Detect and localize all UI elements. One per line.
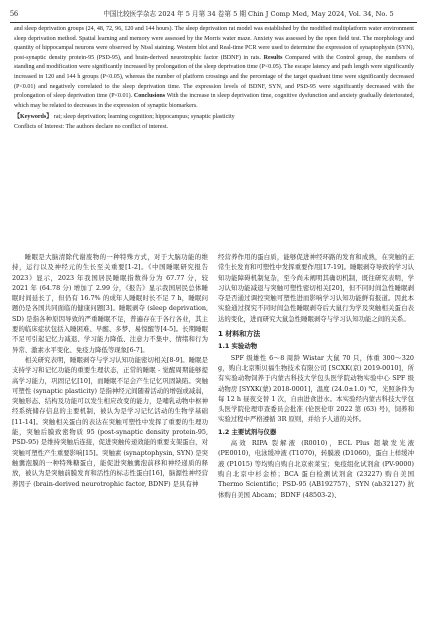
results-label: Results bbox=[263, 54, 283, 61]
abstract-results: Compared with the Control group, the numbers of standing and modification were significantly increased by prolongation of the sleep deprivation time (P<0.05). The escape latency and path length were significantly increased in 120 and 144 h groups (P<0.05), whereas the number of platform crossings and the percentage of the target quadrant time were significantly decreased (P<0.01) and negatively correlated to the sleep deprivation time. The expression levels of BDNF, SYN, and PSD-95 were significantly decreased with the prolongation of sleep deprivation time (P<0.01). bbox=[14, 54, 414, 100]
abstract-conclusions: With the increase in sleep deprivation time, cognitive dysfunction and anxiety gradually deteriorated, which may be related to decreases in the expression of synaptic biomarkers. bbox=[14, 93, 415, 109]
subsection-heading-reagents: 1.2 主要试剂与仪器 bbox=[218, 427, 277, 436]
english-abstract bbox=[14, 25, 414, 133]
abstract-methods: and sleep deprivation groups (24, 48, 72, 96, 120 and 144 hours). The sleep deprivation rat model was established by the modified multiplatform water environment sleep deprivation method. Spatial learning and memory were assessed by the Morris water maze. Anxiety was assessed by the open field test. The morphology and quantity of hippocampal neurons were observed by Nissl staining. Western blot and Real-time PCR were used to determine the expression of synaptophysin (SYN), post-synaptic density protein-95 (PSD-95), and brain-derived neurotrophic factor (BDNF) in rats. bbox=[14, 26, 414, 61]
left-column bbox=[12, 252, 208, 489]
running-header bbox=[10, 8, 417, 20]
journal-citation: 中国比较医学杂志 2024 年 5 月第 34 卷第 5 期 Chin J Comp Med, May 2024, Vol. 34, No. 5 bbox=[103, 10, 394, 18]
keywords: rat; sleep deprivation; learning cognition; hippocampus; synaptic plasticity bbox=[53, 114, 235, 121]
animals-paragraph: SPF 级雄性 6～8 周龄 Wistar 大鼠 70 只，体重 300～320 g，购自北京斯贝福生物技术有限公司 [SCXK(京) 2019-0010]，所有实验动物饲养于内蒙古科技大学包头医学院动物实验中心 SPF 级动物房 [SYXK(蒙) 2018-0001]，温度 (24.0±1.0) ℃，光照条件为每 12 h 昼夜交替 1 次，自由进食进水。本实验经内蒙古科技大学包头医学院伦理审查委员会批准 (伦医伦审 2022 第 (63) 号)，饲养和实验过程中严格遵循 3R 原则，并给予人道的关怀。 bbox=[218, 353, 414, 424]
subsection-heading-animals: 1.1 实验动物 bbox=[218, 342, 258, 351]
header-rule bbox=[10, 22, 417, 23]
right-column bbox=[218, 252, 414, 500]
conclusions-label: Conclusions bbox=[133, 93, 166, 100]
intro-paragraph-2: 相关研究表明，睡眠剥夺与学习认知功能密切相关[8-9]。睡眠是支持学习和记忆功能的重要生理状态，正常的睡眠 - 觉醒周期能够提高学习能力，巩固记忆[10]，而睡眠不足会产生记忆巩固缺陷。突触可塑性 (synaptic plasticity) 是指神经元间随着活动的增强或减弱，突触形态、结构及功能可以发生相应改变的能力，是哺乳动物中枢神经系统储存信息的主要机制，被认为是学习记忆活动的生物学基础[11-14]。突触相关蛋白的表达在突触可塑性中发挥了重要的生理功能，突触后膜致密物质 95 (post-synaptic density protein-95, PSD-95) 是维持突触后连接，促进突触传递效能的重要支架蛋白，对突触可塑性产生重要影响[15]。突触素 (synaptophysin, SYN) 是突触囊泡膜的一种特殊糖蛋白，能促进突触囊泡前移和神经递质的释放，被认为是突触前膜发育和活性的标志性蛋白[16]，脑源性神经营养因子 (brain-derived neurotrophic factor, BDNF) 是具有神 bbox=[12, 355, 208, 488]
keywords-label: 【Keywords】 bbox=[14, 114, 53, 121]
intro-paragraph-2-cont: 经营养作用的蛋白质，能够促进神经环路的发育和成熟，在突触的正常生长发育和可塑性中发挥重要作用[17-19]。睡眠剥夺导致的学习认知功能障碍机制复杂，至今尚未阐明其确切机制，既往研究表明，学习认知功能减退与突触可塑性密切相关[20]，但不同时间急性睡眠剥夺是否通过调控突触可塑性进而影响学习认知功能鲜有报道。因此本实验通过探究不同时间急性睡眠剥夺后大鼠行为学及突触相关蛋白表达的变化，进而研究大鼠急性睡眠剥夺与学习认知功能之间的关系。 bbox=[218, 253, 414, 323]
conflicts-statement: Conflicts of Interest: The authors declare no conflict of interest. bbox=[14, 123, 169, 130]
section-heading-methods: 1 材料和方法 bbox=[218, 330, 261, 339]
page-number: 56 bbox=[10, 9, 18, 18]
reagents-paragraph: 高效 RIPA 裂解液 (R0010)，ECL Plus 超敏发光液 (PE0010)，电泳缓冲液 (T1070)，转膜液 (D1060)，蛋白上样缓冲液 (P1015) 等均购自购自北京索莱宝；免疫组化试剂盒 (PV-9000) 购自北京中杉金桥；BCA 蛋白检测试剂盒 (23227) 购自美国 Thermo Scientific；PSD-95 (AB192757)、SYN (ab32127) 抗体购自美国 Abcam；BDNF (48503-2)、 bbox=[218, 439, 414, 499]
intro-paragraph-1: 睡眠是大脑清除代谢废物的一种特殊方式，对于大脑功能的维持，运行以及神经元的生长至关重要[1-2]。《中国睡眠研究报告 2023》显示，2023 年我国居民睡眠指数得分为 67.77 分，较 2021 年 (64.78 分) 增加了 2.99 分，《报告》显示我国居民总体睡眠时间延长了，但仍有 16.7% 的成年人睡眠时长不足 7 h，睡眠问题仍是各国共同面临的健康问题[3]。睡眠剥夺 (sleep deprivation, SD) 是指各种原因导致的严重睡眠不足，普遍存在于各行各业，其主要的临床症状包括入睡困难、早醒、多梦、易惊醒等[4-5]。长期睡眠不足可引起记忆力减退、学习能力降低、注意力不集中、情绪和行为异常、激素水平变化、免疫力降低等现象[6-7]。 bbox=[12, 253, 208, 354]
